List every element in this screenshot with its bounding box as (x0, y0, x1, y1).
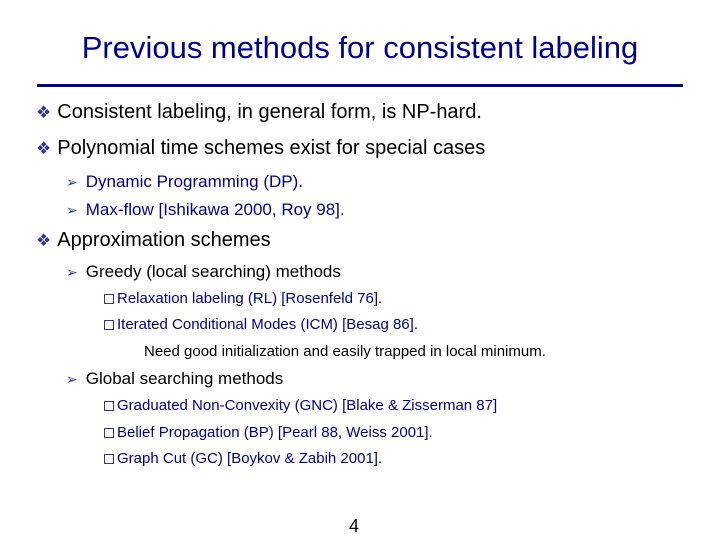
bullet-item (36, 229, 271, 252)
bullet-item (36, 101, 482, 124)
slide-title: Previous methods for consistent labeling (81, 30, 639, 65)
page-number: 4 (348, 516, 359, 536)
diamond-bullet-icon: ❖ (36, 103, 52, 122)
title-underline (37, 84, 683, 87)
sub-sub-bullet-item (104, 397, 497, 414)
arrow-bullet-icon: ➢ (66, 264, 78, 280)
sub-sub-bullet-item (104, 316, 418, 333)
sub-sub-bullet-text: Iterated Conditional Modes (ICM) [Besag 86]. (117, 316, 418, 333)
sub-sub-bullet-text: Graph Cut (GC) [Boykov & Zabih 2001]. (117, 450, 383, 467)
sub-bullet-item (66, 369, 283, 389)
sub-bullet-text: Greedy (local searching) methods (85, 262, 341, 281)
sub-bullet-item (66, 200, 345, 220)
bullet-item (36, 137, 485, 160)
square-bullet-icon (104, 401, 114, 411)
arrow-bullet-icon: ➢ (66, 202, 78, 218)
sub-sub-bullet-item (104, 450, 382, 467)
bullet-text: Approximation schemes (57, 229, 271, 251)
square-bullet-icon (104, 454, 114, 464)
sub-bullet-item (66, 262, 341, 282)
sub-bullet-text: Max-flow [Ishikawa 2000, Roy 98]. (85, 200, 345, 219)
diamond-bullet-icon: ❖ (36, 139, 52, 158)
arrow-bullet-icon: ➢ (66, 371, 78, 387)
sub-sub-bullet-text: Graduated Non-Convexity (GNC) [Blake & Zisserman 87] (117, 397, 498, 414)
square-bullet-icon (104, 428, 114, 438)
square-bullet-icon (104, 294, 114, 304)
sub-sub-bullet-text: Belief Propagation (BP) [Pearl 88, Weiss 2001]. (117, 424, 433, 441)
sub-bullet-text: Global searching methods (85, 369, 284, 388)
sub-sub-bullet-item (104, 290, 382, 307)
sub-bullet-text: Dynamic Programming (DP). (85, 172, 303, 191)
diamond-bullet-icon: ❖ (36, 231, 52, 250)
arrow-bullet-icon: ➢ (66, 174, 78, 190)
note-text: Need good initialization and easily trapped in local minimum. (144, 343, 546, 360)
bullet-text: Consistent labeling, in general form, is NP-hard. (57, 101, 482, 123)
square-bullet-icon (104, 320, 114, 330)
bullet-text: Polynomial time schemes exist for special cases (57, 137, 486, 159)
sub-sub-bullet-item (104, 424, 433, 441)
sub-bullet-item (66, 172, 303, 192)
sub-sub-bullet-text: Relaxation labeling (RL) [Rosenfeld 76]. (117, 290, 383, 307)
